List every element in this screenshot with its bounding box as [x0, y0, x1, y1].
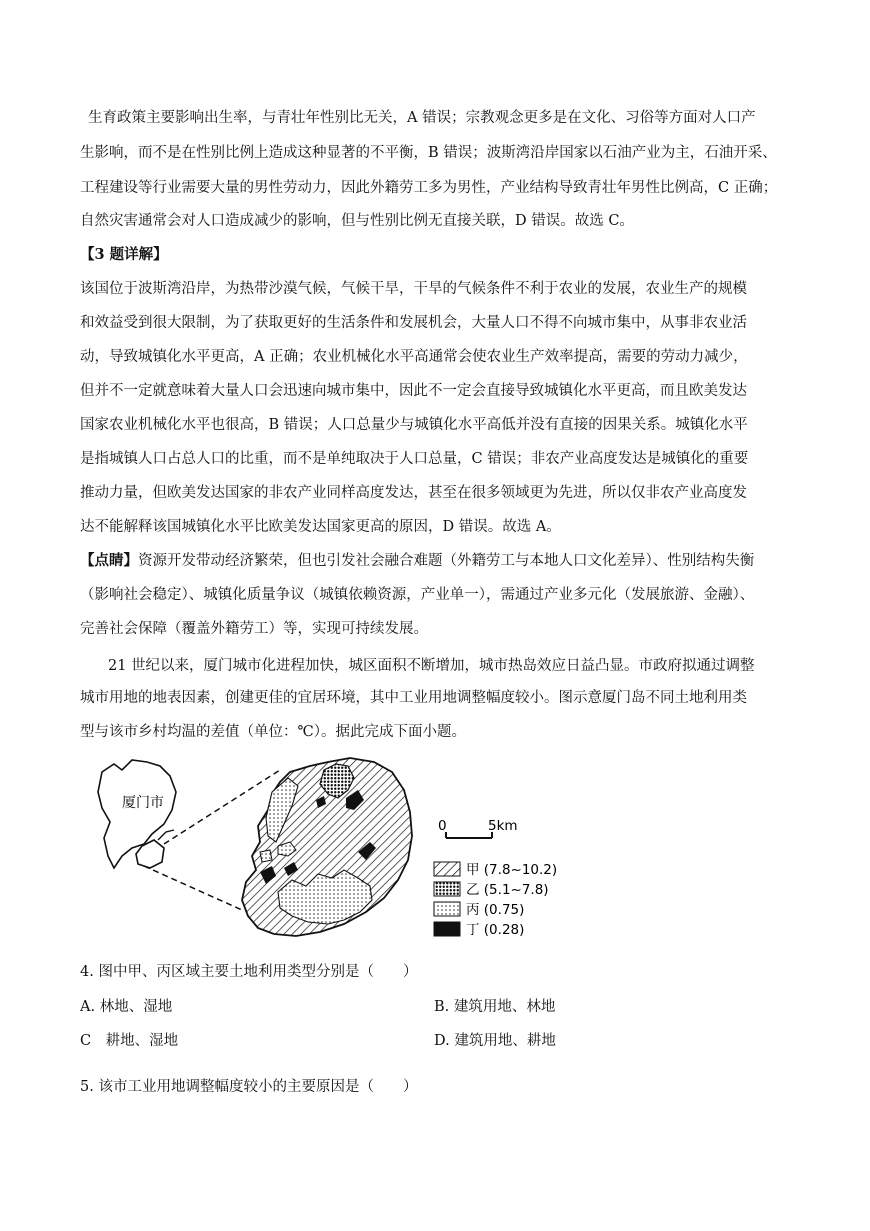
q3-explanation-line-2: 和效益受到很大限制，为了获取更好的生活条件和发展机会，大量人口不得不向城市集中，从事非农业活 — [80, 315, 747, 331]
legend-label-yi: 乙 (5.1~7.8) — [466, 882, 549, 898]
q2-explanation-line-4: 自然灾害通常会对人口造成减少的影响，但与性别比例无直接关联，D 错误。故选 C。 — [80, 213, 634, 229]
q3-explanation-line-1: 该国位于波斯湾沿岸，为热带沙漠气候，气候干旱，干旱的气候条件不利于农业的发展，农业生产的规模 — [80, 281, 747, 297]
q4-option-b[interactable]: B. 建筑用地、林地 — [434, 999, 556, 1015]
dianjing-line-3: 完善社会保障（覆盖外籍劳工）等，实现可持续发展。 — [80, 621, 428, 637]
xiamen-island-outline-small — [136, 840, 164, 868]
legend-swatch-yi — [434, 882, 460, 896]
q3-explanation-line-5: 国家农业机械化水平也很高，B 错误；人口总量少与城镇化水平高低并没有直接的因果关系。城镇化水平 — [80, 417, 748, 433]
dianjing-text: 资源开发带动经济繁荣，但也引发社会融合难题（外籍劳工与本地人口文化差异）、性别结构失衡 — [138, 553, 755, 569]
q3-explanation-line-3: 动，导致城镇化水平更高，A 正确；农业机械化水平高通常会使农业生产效率提高，需要的劳动力减少， — [80, 349, 748, 365]
legend-swatch-ding — [434, 922, 460, 936]
q2-explanation-line-3: 工程建设等行业需要大量的男性劳动力，因此外籍劳工多为男性，产业结构导致青壮年男性比例高，C 正确； — [80, 180, 778, 196]
legend-label-bing: 丙 (0.75) — [466, 902, 525, 918]
q4-option-c[interactable]: C 耕地、湿地 — [80, 1033, 179, 1049]
xiamen-map-figure — [92, 752, 592, 948]
q2-explanation-line-2: 生影响，而不是在性别比例上造成这种显著的不平衡，B 错误；波斯湾沿岸国家以石油产业为主，石油开采、 — [80, 145, 777, 161]
q4-option-d[interactable]: D. 建筑用地、耕地 — [434, 1033, 556, 1049]
q5-stem: 5. 该市工业用地调整幅度较小的主要原因是（ ） — [80, 1079, 418, 1095]
xiamen-island-map — [92, 752, 592, 948]
legend-label-ding: 丁 (0.28) — [466, 922, 525, 938]
dianjing-line-2: （影响社会稳定）、城镇化质量争议（城镇依赖资源，产业单一），需通过产业多元化（发展旅游、金融）、 — [80, 587, 755, 603]
city-label: 厦门市 — [122, 795, 164, 811]
q4-stem: 4. 图中甲、丙区域主要土地利用类型分别是（ ） — [80, 964, 418, 980]
intro-line-1: 21 世纪以来，厦门城市化进程加快，城区面积不断增加，城市热岛效应日益凸显。市政府拟通过调整 — [108, 658, 755, 674]
intro-line-3: 型与该市乡村均温的差值（单位：℃）。据此完成下面小题。 — [80, 724, 466, 740]
legend-swatch-jia — [434, 862, 460, 876]
q3-explanation-line-8: 达不能解释该国城镇化水平比欧美发达国家更高的原因，D 错误。故选 A。 — [80, 519, 561, 535]
q3-heading: 【3 题详解】 — [80, 246, 168, 263]
legend-swatch-bing — [434, 902, 460, 916]
legend-label-jia: 甲 (7.8~10.2) — [466, 862, 558, 878]
q3-explanation-line-6: 是指城镇人口占总人口的比重，而不是单纯取决于人口总量，C 错误；非农产业高度发达是城镇化的重要 — [80, 451, 749, 467]
bing-region-small-2 — [260, 850, 272, 862]
q4-option-a[interactable]: A. 林地、湿地 — [80, 999, 173, 1015]
q3-explanation-line-4: 但并不一定就意味着大量人口会迅速向城市集中，因此不一定会直接导致城镇化水平更高，而且欧美发达 — [80, 383, 747, 399]
scale-zero-label: 0 — [438, 818, 447, 834]
intro-line-2: 城市用地的地表因素，创建更佳的宜居环境，其中工业用地调整幅度较小。图示意厦门岛不同土地利用类 — [80, 690, 747, 706]
q3-explanation-line-7: 推动力量，但欧美发达国家的非农产业同样高度发达，甚至在很多领域更为先进，所以仅非农产业高度发 — [80, 485, 747, 501]
q2-explanation-line-1: 生育政策主要影响出生率，与青壮年性别比无关，A 错误；宗教观念更多是在文化、习俗等方面对人口产 — [88, 110, 756, 126]
scale-end-label: 5km — [488, 818, 518, 834]
dianjing-label: 【点睛】 — [80, 552, 138, 569]
connector-line-bottom — [144, 866, 242, 910]
dianjing-line-1 — [80, 551, 754, 571]
